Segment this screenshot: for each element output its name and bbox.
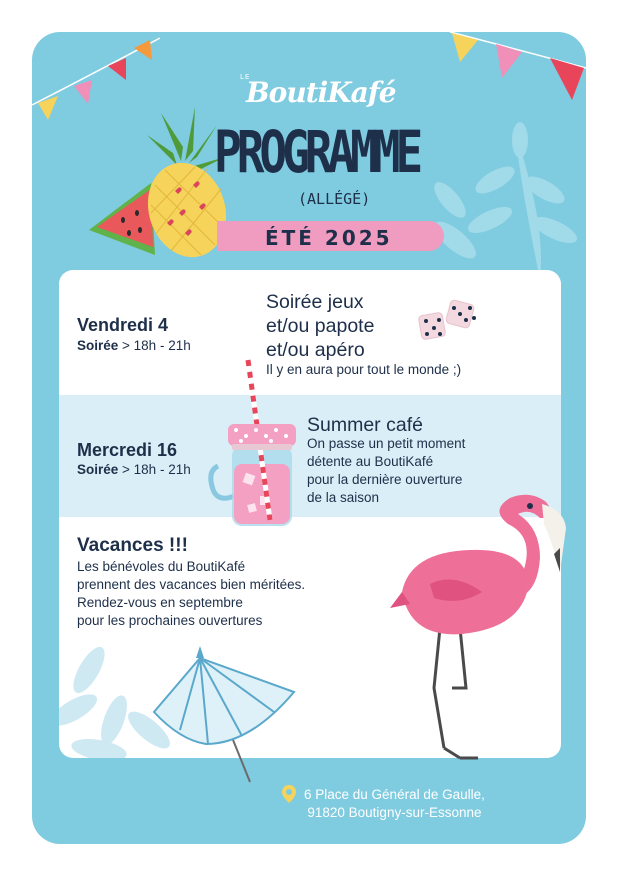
watermelon-pineapple-illustration	[85, 105, 235, 265]
event-1-title-line: et/ou apéro	[266, 339, 365, 361]
mason-jar-drink-icon	[208, 356, 298, 532]
event-1-day: Vendredi 4	[77, 315, 169, 335]
event-1-title-line: Soirée jeux	[266, 291, 364, 313]
event-2-line: On passe un petit moment	[307, 436, 466, 451]
address-line-2: 91820 Boutigny-sur-Essonne	[307, 805, 482, 820]
address-line-1: 6 Place du Général de Gaulle,	[304, 787, 485, 802]
flag-yellow-right	[452, 33, 478, 62]
vacation-line: prennent des vacances bien méritées.	[77, 577, 306, 592]
event-2-day: Mercredi 16	[77, 440, 178, 460]
dice-icon	[414, 296, 484, 346]
cocktail-umbrella-icon	[150, 636, 310, 786]
vacation-text	[77, 558, 305, 630]
flag-red-right	[550, 58, 584, 100]
event-2-time-label: Soirée	[77, 462, 119, 477]
event-2-line: de la saison	[307, 490, 380, 505]
location-pin-icon	[281, 784, 297, 804]
event-1-time	[77, 338, 191, 353]
event-2-time-range: > 18h - 21h	[118, 462, 191, 477]
event-2-time	[77, 462, 191, 477]
event-1-note: Il y en aura pour tout le monde ;)	[266, 362, 462, 377]
brand-prefix: LE	[240, 73, 251, 81]
vacation-line: pour les prochaines ouvertures	[77, 613, 263, 628]
vacation-line: Les bénévoles du BoutiKafé	[77, 559, 246, 574]
event-1-title	[266, 290, 374, 362]
event-2-title: Summer café	[307, 414, 423, 436]
brand-logo: BoutiKafé	[246, 76, 396, 109]
event-1-title-line: et/ou papote	[266, 315, 375, 337]
event-2-line: pour la dernière ouverture	[307, 472, 463, 487]
flag-pink-left	[74, 80, 92, 104]
address	[304, 786, 485, 822]
event-1-time-label: Soirée	[77, 338, 119, 353]
vacation-line: Rendez-vous en septembre	[77, 595, 243, 610]
page-title: PROGRAMME	[214, 118, 419, 186]
flamingo-illustration	[390, 488, 575, 768]
vacation-title: Vacances !!!	[77, 535, 188, 556]
season-label: ÉTÉ 2025	[265, 226, 393, 250]
event-1-time-range: > 18h - 21h	[118, 338, 191, 353]
event-2-line: détente au BoutiKafé	[307, 454, 434, 469]
page-subtitle: (ALLÉGÉ)	[298, 190, 371, 208]
